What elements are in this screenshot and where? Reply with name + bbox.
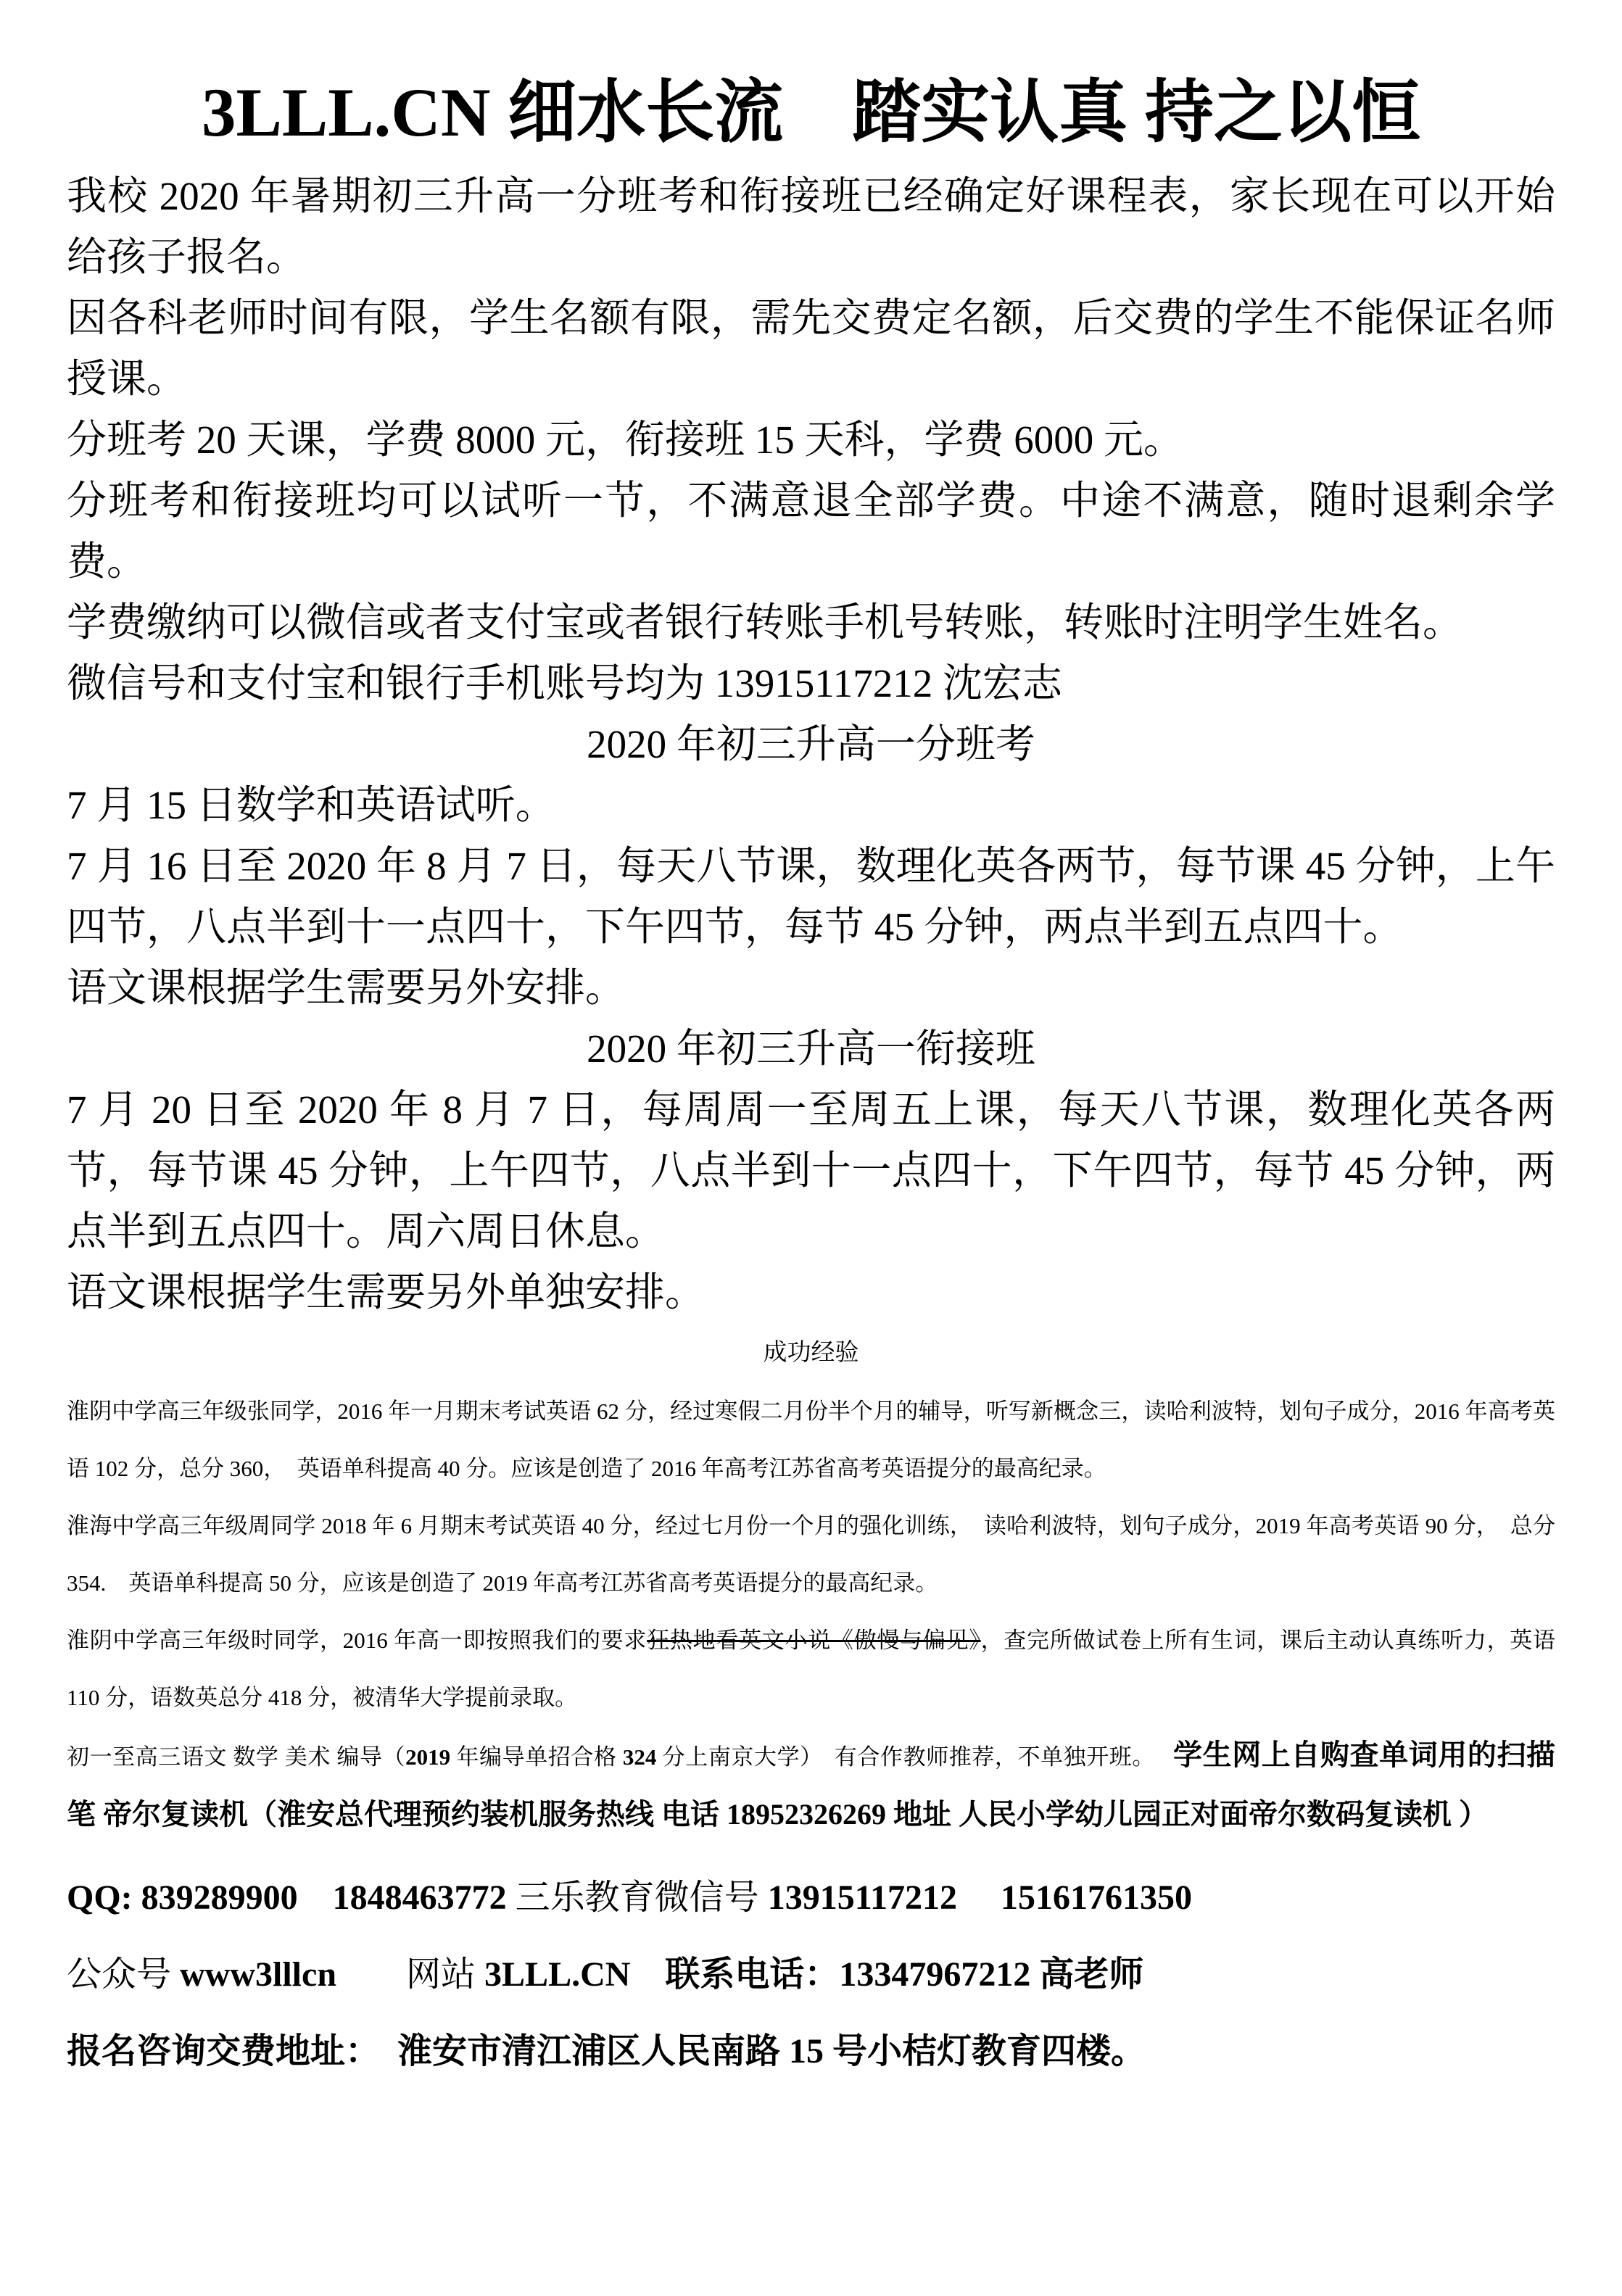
placement-exam-heading: 2020 年初三升高一分班考 bbox=[587, 721, 1035, 766]
page-title: 3LLL.CN 细水长流 踏实认真 持之以恒 bbox=[201, 74, 1421, 151]
courses-score-year: 2019 bbox=[405, 1744, 451, 1770]
courses-text-3: 分上南京大学） 有合作教师推荐，不单独开班。 bbox=[656, 1744, 1144, 1770]
official-account-label: 公众号 bbox=[67, 1955, 181, 1994]
qq-numbers: QQ: 839289900 1848463772 bbox=[67, 1878, 507, 1917]
bridge-class-heading: 2020 年初三升高一衔接班 bbox=[587, 1026, 1035, 1071]
courses-score-value: 324 bbox=[622, 1744, 657, 1770]
intro-paragraph-4: 分班考和衔接班均可以试听一节，不满意退全部学费。中途不满意，随时退剩余学费。 bbox=[67, 478, 1555, 584]
placement-exam-paragraph-3: 语文课根据学生需要另外安排。 bbox=[67, 965, 626, 1010]
scanner-pen-promo-text: 学生网上自购查单词用的扫描笔 帝尔复读机（淮安总代理预约装机服务热线 电话 18952326269 地址 人民小学幼儿园正对面帝尔数码复读机 ） bbox=[67, 1738, 1556, 1831]
courses-text-2: 年编导单招合格 bbox=[450, 1744, 623, 1770]
success-story-3-suffix: ，查完所做试卷上所有生词，课后主动认真练听力，英语 110 分，语数英总分 418 分，被清华大学提前录取。 bbox=[67, 1627, 1556, 1710]
courses-text-1: 初一至高三语文 数学 美术 编导（ bbox=[67, 1744, 406, 1770]
official-account-value: www3lllcn bbox=[180, 1955, 337, 1994]
phone-and-teacher: 联系电话：13347967212 高老师 bbox=[630, 1955, 1144, 1994]
intro-paragraph-3: 分班考 20 天课，学费 8000 元，衔接班 15 天科，学费 6000 元。 bbox=[67, 417, 1184, 462]
website-value: 3LLL.CN bbox=[484, 1955, 631, 1994]
success-story-2: 淮海中学高三年级周同学 2018 年 6 月期末考试英语 40 分，经过七月份一个月的强化训练， 读哈利波特，划句子成分，2019 年高考英语 90 分， 总分 354. 英语单科提高 50 分，应该是创造了 2019 年高考江苏省高考英语提分的最高纪录。 bbox=[67, 1512, 1555, 1596]
bridge-class-paragraph-1: 7 月 20 日至 2020 年 8 月 7 日，每周周一至周五上课，每天八节课，数理化英各两节，每节课 45 分钟，上午四节，八点半到十一点四十，下午四节，每节 45 分钟，两点半到五点四十。周六周日休息。 bbox=[67, 1087, 1555, 1253]
placement-exam-paragraph-2: 7 月 16 日至 2020 年 8 月 7 日，每天八节课，数理化英各两节，每节课 45 分钟，上午四节，八点半到十一点四十，下午四节，每节 45 分钟，两点半到五点四十。 bbox=[67, 843, 1555, 949]
intro-paragraph-2: 因各科老师时间有限，学生名额有限，需先交费定名额，后交费的学生不能保证名师授课。 bbox=[67, 295, 1555, 401]
website-label: 网站 bbox=[336, 1955, 485, 1994]
intro-paragraph-6: 微信号和支付宝和银行手机账号均为 13915117212 沈宏志 bbox=[67, 660, 1062, 705]
success-story-1: 淮阴中学高三年级张同学，2016 年一月期末考试英语 62 分，经过寒假二月份半个月的辅导，听写新概念三，读哈利波特，划句子成分，2016 年高考英语 102 分，总分 360， 英语单科提高 40 分。应该是创造了 2016 年高考江苏省高考英语提分的最高纪录。 bbox=[67, 1398, 1555, 1481]
success-stories-heading: 成功经验 bbox=[763, 1339, 859, 1366]
success-story-3 bbox=[67, 1612, 1555, 1726]
wechat-label: 三乐教育微信号 bbox=[506, 1878, 768, 1917]
contact-qq-line bbox=[67, 1860, 1555, 1936]
intro-paragraph-5: 学费缴纳可以微信或者支付宝或者银行转账手机号转账，转账时注明学生姓名。 bbox=[67, 600, 1463, 645]
strikethrough-text: 狂热地看英文小说《傲慢与偏见》 bbox=[647, 1627, 981, 1653]
intro-paragraph-1: 我校 2020 年暑期初三升高一分班考和衔接班已经确定好课程表，家长现在可以开始给孩子报名。 bbox=[67, 173, 1555, 279]
contact-block bbox=[67, 1860, 1555, 2090]
wechat-numbers: 13915117212 15161761350 bbox=[767, 1878, 1193, 1917]
contact-site-line bbox=[67, 1936, 1555, 2013]
bridge-class-paragraph-2: 语文课根据学生需要另外单独安排。 bbox=[67, 1269, 706, 1314]
placement-exam-paragraph-1: 7 月 15 日数学和英语试听。 bbox=[67, 782, 555, 827]
courses-and-products-paragraph bbox=[67, 1726, 1555, 1845]
registration-address-line: 报名咨询交费地址： 淮安市清江浦区人民南路 15 号小桔灯教育四楼。 bbox=[67, 2031, 1146, 2071]
success-story-3-prefix: 淮阴中学高三年级时同学，2016 年高一即按照我们的要求 bbox=[67, 1627, 647, 1653]
